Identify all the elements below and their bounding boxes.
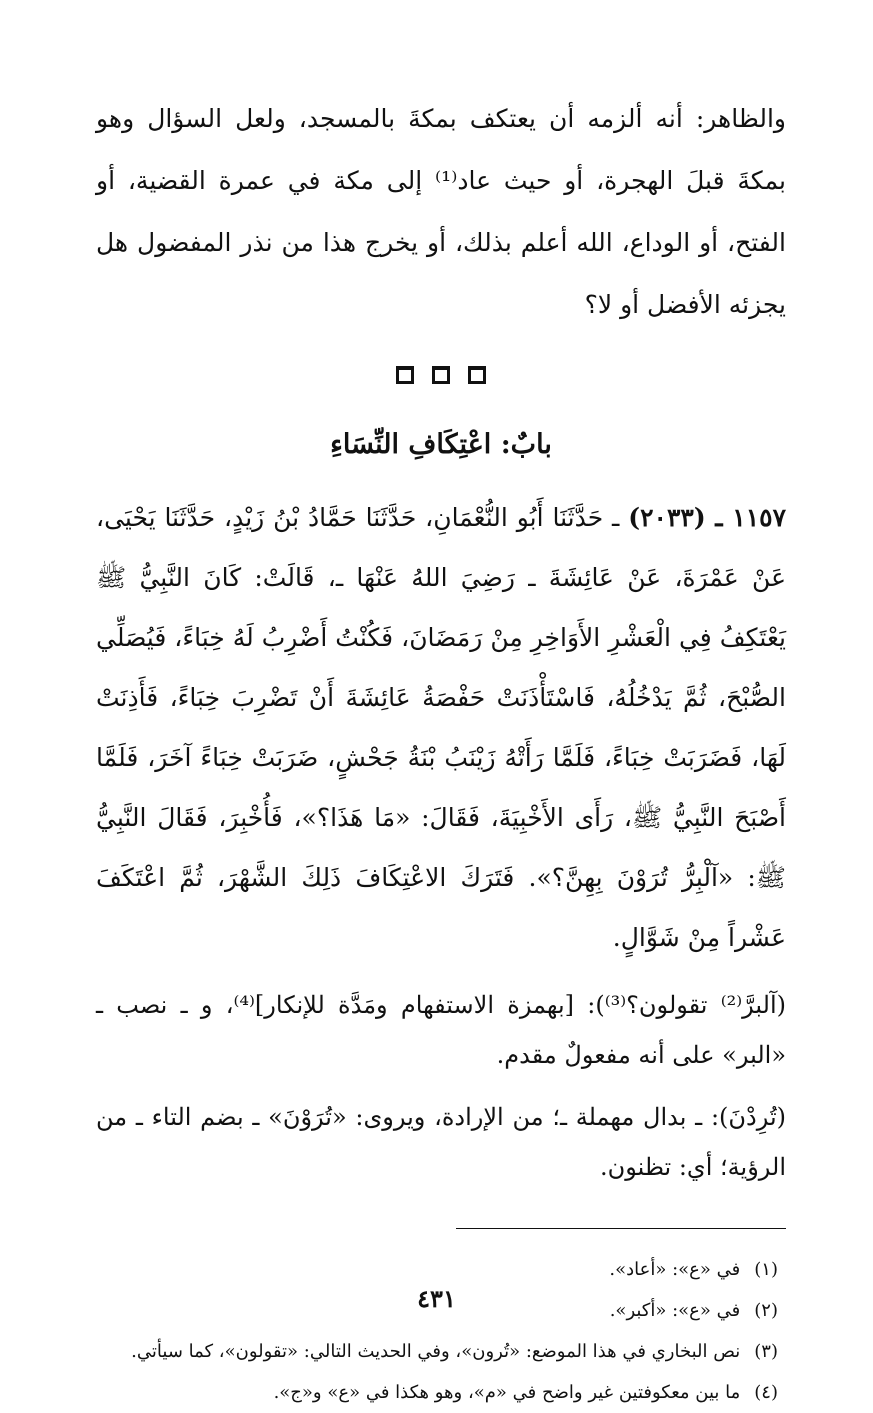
footnote — [96, 1372, 786, 1413]
footnotes — [96, 1249, 786, 1413]
commentary-paragraph: (تُرِدْنَ): ـ بدال مهملة ـ؛ من الإرادة، ويروى: «تُرَوْنَ» ـ بضم التاء ـ من الرؤية؛ أي: تظنون. — [96, 1103, 786, 1181]
footnote-text: في «ع»: «أكبر». — [609, 1300, 741, 1321]
footnote-text: نص البخاري في هذا الموضع: «تُرون»، وفي الحديث التالي: «تقولون»، كما سيأتي. — [131, 1341, 741, 1362]
page-number: ٤٣١ — [417, 1284, 456, 1313]
hadith-text — [96, 488, 786, 968]
chapter-title: بابٌ: اعْتِكَافِ النِّسَاءِ — [330, 429, 552, 460]
book-page — [96, 88, 787, 1403]
footnote-text: ما بين معكوفتين غير واضح في «م»، وهو هكذا في «ع» و«ج». — [273, 1382, 741, 1403]
footnote-separator — [456, 1228, 786, 1229]
footnote-number: (١) — [754, 1259, 778, 1280]
footnote-number: (٤) — [754, 1382, 778, 1403]
hadith-number: ١١٥٧ ـ (٢٠٣٣) — [628, 503, 787, 532]
hadith-body: ـ حَدَّثَنَا أَبُو النُّعْمَانِ، حَدَّثَنَا حَمَّادُ بْنُ زَيْدٍ، حَدَّثَنَا يَحْيَى، عَنْ عَمْرَةَ، عَنْ عَائِشَةَ ـ رَضِيَ اللهُ عَنْهَا ـ، قَالَتْ: كَانَ النَّبِيُّ ﷺ يَعْتَكِفُ فِي الْعَشْرِ الأَوَاخِرِ مِنْ رَمَضَانَ، فَكُنْتُ أَضْرِبُ لَهُ خِبَاءً، فَيُصَلِّي الصُّبْحَ، ثُمَّ يَدْخُلُهُ، فَاسْتَأْذَنَتْ حَفْصَةُ عَائِشَةَ أَنْ تَضْرِبَ خِبَاءً، فَأَذِنَتْ لَهَا، فَضَرَبَتْ خِبَاءً، فَلَمَّا رَأَتْهُ زَيْنَبُ بْنَةُ جَحْشٍ، ضَرَبَتْ خِبَاءً آخَرَ، فَلَمَّا أَصْبَحَ النَّبِيُّ ﷺ، رَأَى الأَخْبِيَةَ، فَقَالَ: «مَا هَذَا؟»، فَأُخْبِرَ، فَقَالَ النَّبِيُّ ﷺ: «آلْبِرُّ تُرَوْنَ بِهِنَّ؟». فَتَرَكَ الاعْتِكَافَ ذَلِكَ الشَّهْرَ، ثُمَّ اعْتَكَفَ عَشْراً مِنْ شَوَّالٍ. — [96, 503, 786, 952]
intro-paragraph: والظاهر: أنه ألزمه أن يعتكف بمكةَ بالمسجد، ولعل السؤال وهو بمكةَ قبلَ الهجرة، أو حيث عاد⁽¹⁾ إلى مكة في عمرة القضية، أو الفتح، أو الوداع، الله أعلم بذلك، أو يخرج هذا من نذر المفضول هل يجزئه الأفضل أو لا؟ — [96, 104, 787, 319]
footnote-number: (٢) — [754, 1300, 778, 1321]
section-divider — [96, 366, 786, 392]
divider-square-icon — [468, 366, 486, 384]
footnote-text: في «ع»: «أعاد». — [609, 1259, 741, 1280]
divider-square-icon — [396, 366, 414, 384]
footnote — [96, 1331, 786, 1372]
divider-square-icon — [432, 366, 450, 384]
commentary-paragraph: (آلبرَّ⁽²⁾ تقولون؟⁽³⁾): [بهمزة الاستفهام ومَدَّة للإنكار]⁽⁴⁾، و ـ نصب ـ «البر» على أنه مفعولٌ مقدم. — [96, 991, 786, 1069]
footnote-number: (٣) — [754, 1341, 778, 1362]
